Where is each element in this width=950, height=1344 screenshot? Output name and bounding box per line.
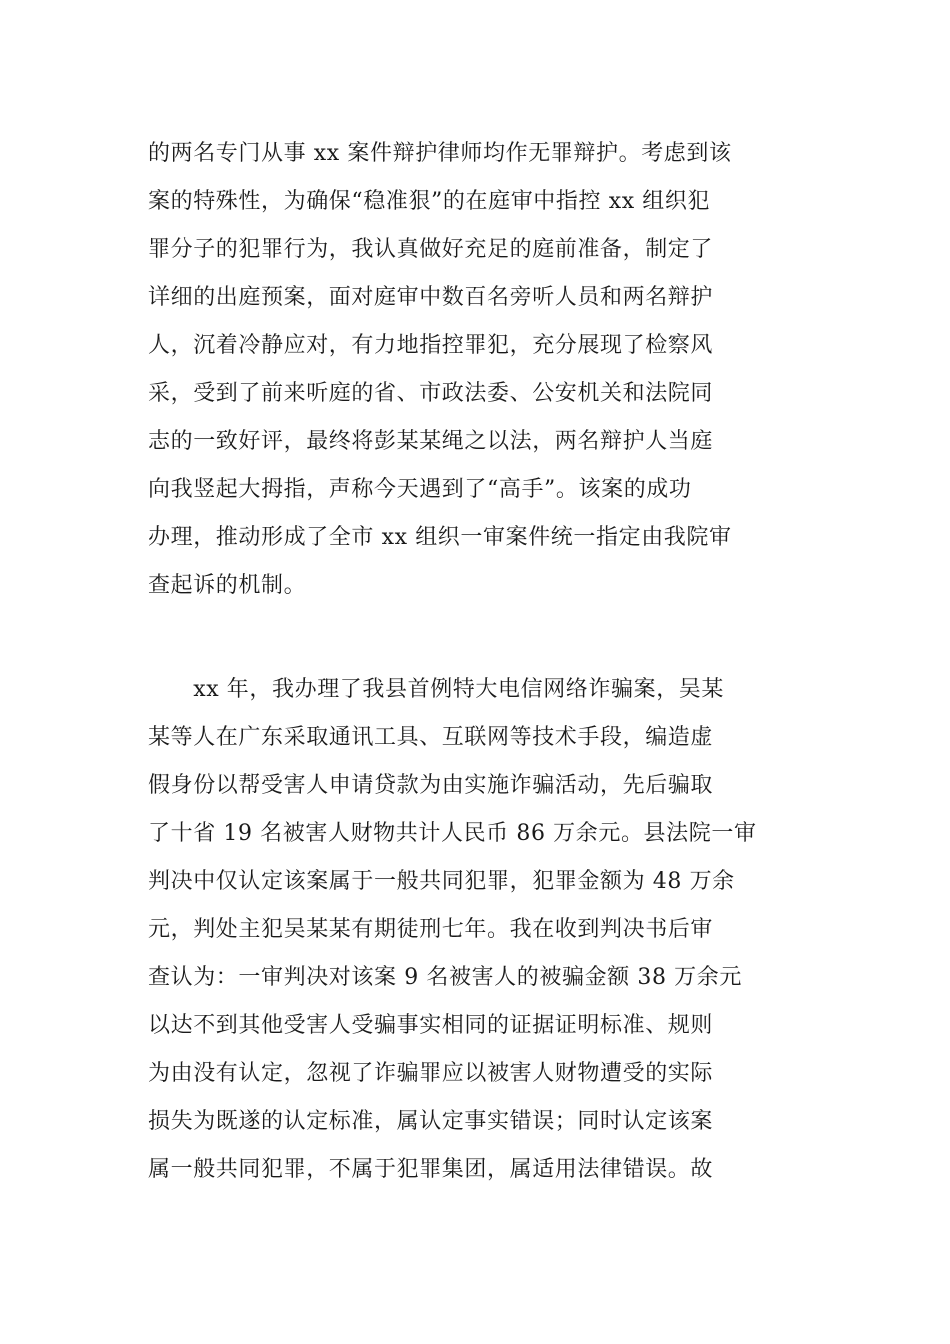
text-line: 志的一致好评，最终将彭某某绳之以法，两名辩护人当庭 [148,429,714,454]
text-line: 向我竖起大拇指，声称今天遇到了“高手”。该案的成功 [148,477,692,502]
text-line: 损失为既遂的认定标准，属认定事实错误；同时认定该案 [148,1109,714,1134]
text-line: xx 年，我办理了我县首例特大电信网络诈骗案，吴某 [148,677,725,702]
text-line: 属一般共同犯罪，不属于犯罪集团，属适用法律错误。故 [148,1157,714,1182]
text-line: 人，沉着冷静应对，有力地指控罪犯，充分展现了检察风 [148,333,714,358]
text-line: 办理，推动形成了全市 xx 组织一审案件统一指定由我院审 [148,525,732,550]
text-line: 元，判处主犯吴某某有期徒刑七年。我在收到判决书后审 [148,917,714,942]
paragraph-1 [148,130,808,610]
text-line: 采，受到了前来听庭的省、市政法委、公安机关和法院同 [148,381,714,406]
text-line: 判决中仅认定该案属于一般共同犯罪，犯罪金额为 48 万余 [148,869,735,894]
text-line: 案的特殊性，为确保“稳准狠”的在庭审中指控 xx 组织犯 [148,189,711,214]
paragraph-2 [148,666,808,1194]
text-line: 罪分子的犯罪行为，我认真做好充足的庭前准备，制定了 [148,237,714,262]
text-line: 以达不到其他受害人受骗事实相同的证据证明标准、规则 [148,1013,714,1038]
text-line: 的两名专门从事 xx 案件辩护律师均作无罪辩护。考虑到该 [148,141,732,166]
text-line: 某等人在广东采取通讯工具、互联网等技术手段，编造虚 [148,725,714,750]
text-line: 假身份以帮受害人申请贷款为由实施诈骗活动，先后骗取 [148,773,714,798]
text-line: 了十省 19 名被害人财物共计人民币 86 万余元。县法院一审 [148,821,757,846]
text-line: 为由没有认定，忽视了诈骗罪应以被害人财物遭受的实际 [148,1061,714,1086]
text-line: 查起诉的机制。 [148,573,307,598]
text-line: 详细的出庭预案，面对庭审中数百名旁听人员和两名辩护 [148,285,714,310]
text-line: 查认为：一审判决对该案 9 名被害人的被骗金额 38 万余元 [148,965,742,990]
